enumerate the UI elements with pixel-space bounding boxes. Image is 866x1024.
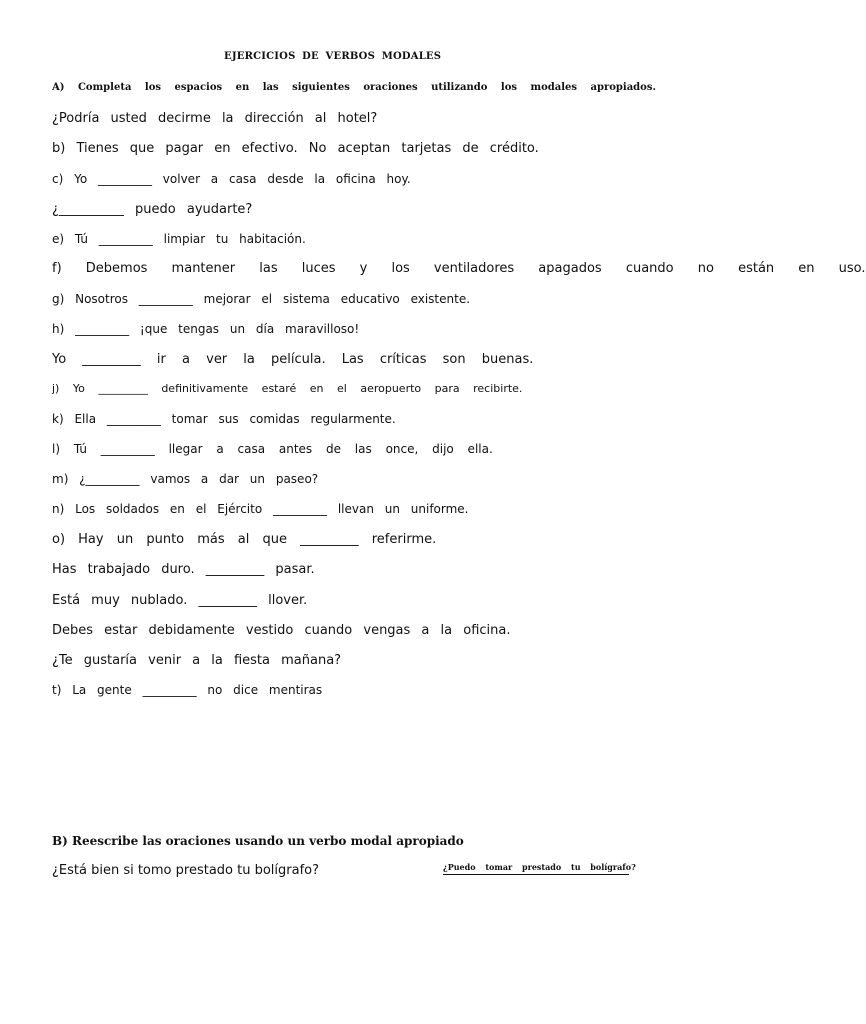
exercise-line: o) Hay un punto más al que _________ referirme.: [52, 532, 437, 547]
exercise-line: ¿__________ puedo ayudarte?: [52, 202, 253, 217]
exercise-line: j) Yo _________ definitivamente estaré en el aeropuerto para recibirte.: [52, 382, 523, 395]
exercise-line: Has trabajado duro. _________ pasar.: [52, 562, 315, 577]
exercise-line: h) _________ ¡que tengas un día maravilloso!: [52, 322, 360, 336]
exercise-line: c) Yo _________ volver a casa desde la oficina hoy.: [52, 172, 411, 186]
exercise-line: ¿Te gustaría venir a la fiesta mañana?: [52, 653, 342, 668]
rewrite-answer: ¿Puedo tomar prestado tu bolígrafo?: [443, 862, 629, 875]
exercise-line: l) Tú _________ llegar a casa antes de las once, dijo ella.: [52, 442, 493, 456]
exercise-line: m) ¿_________ vamos a dar un paseo?: [52, 472, 319, 486]
exercise-line: Está muy nublado. _________ llover.: [52, 593, 308, 608]
exercise-line: ¿Podría usted decirme la dirección al hotel?: [52, 111, 378, 126]
exercise-line: b) Tienes que pagar en efectivo. No aceptan tarjetas de crédito.: [52, 141, 539, 156]
exercise-line: Debes estar debidamente vestido cuando vengas a la oficina.: [52, 623, 511, 638]
exercise-line: t) La gente _________ no dice mentiras: [52, 683, 323, 697]
exercise-line: n) Los soldados en el Ejército _________ llevan un uniforme.: [52, 502, 469, 516]
page-title: EJERCICIOS DE VERBOS MODALES: [224, 51, 442, 62]
exercise-line: Yo _________ ir a ver la película. Las críticas son buenas.: [52, 352, 534, 367]
section-b-heading: B) Reescribe las oraciones usando un verbo modal apropiado: [52, 834, 464, 848]
exercise-line: f) Debemos mantener las luces y los ventiladores apagados cuando no están en uso.: [52, 261, 866, 276]
exercise-line: g) Nosotros _________ mejorar el sistema educativo existente.: [52, 292, 471, 306]
section-a-heading: A) Completa los espacios en las siguientes oraciones utilizando los modales apropiados.: [52, 82, 656, 93]
exercise-line: e) Tú _________ limpiar tu habitación.: [52, 232, 306, 246]
exercise-line: k) Ella _________ tomar sus comidas regularmente.: [52, 412, 396, 426]
rewrite-question: ¿Está bien si tomo prestado tu bolígrafo?: [52, 863, 320, 878]
